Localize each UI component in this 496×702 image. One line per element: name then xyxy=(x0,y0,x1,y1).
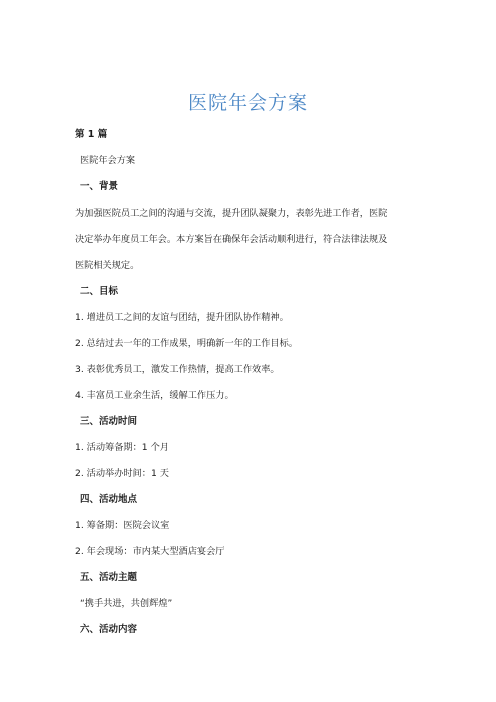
goal-item: 4. 丰富员工业余生活，缓解工作压力。 xyxy=(75,390,234,401)
time-item: 1. 活动筹备期：1 个月 xyxy=(75,442,169,453)
goal-item: 3. 表彰优秀员工，激发工作热情，提高工作效率。 xyxy=(75,364,280,375)
location-item: 1. 筹备期：医院会议室 xyxy=(75,520,170,531)
background-paragraph-line: 医院相关规定。 xyxy=(75,260,140,271)
document-title: 医院年会方案 xyxy=(187,92,308,114)
background-paragraph-line: 决定举办年度员工年会。本方案旨在确保年会活动顺利进行，符合法律法规及 xyxy=(75,234,388,245)
goal-item: 2. 总结过去一年的工作成果，明确新一年的工作目标。 xyxy=(75,338,298,349)
section-heading-content: 六、活动内容 xyxy=(80,624,138,635)
location-item: 2. 年会现场：市内某大型酒店宴会厅 xyxy=(75,546,225,557)
part-label: 第 1 篇 xyxy=(75,129,108,140)
goal-item: 1. 增进员工之间的友谊与团结，提升团队协作精神。 xyxy=(75,312,289,323)
section-heading-background: 一、背景 xyxy=(80,181,119,192)
section-heading-theme: 五、活动主题 xyxy=(80,572,138,583)
subtitle: 医院年会方案 xyxy=(80,155,136,166)
section-heading-goals: 二、目标 xyxy=(80,286,119,297)
theme-text: “携手共进，共创辉煌” xyxy=(80,598,173,609)
time-item: 2. 活动举办时间：1 天 xyxy=(75,468,169,479)
background-paragraph-line: 为加强医院员工之间的沟通与交流，提升团队凝聚力，表彰先进工作者，医院 xyxy=(75,208,388,219)
section-heading-time: 三、活动时间 xyxy=(80,416,138,427)
section-heading-location: 四、活动地点 xyxy=(80,494,138,505)
